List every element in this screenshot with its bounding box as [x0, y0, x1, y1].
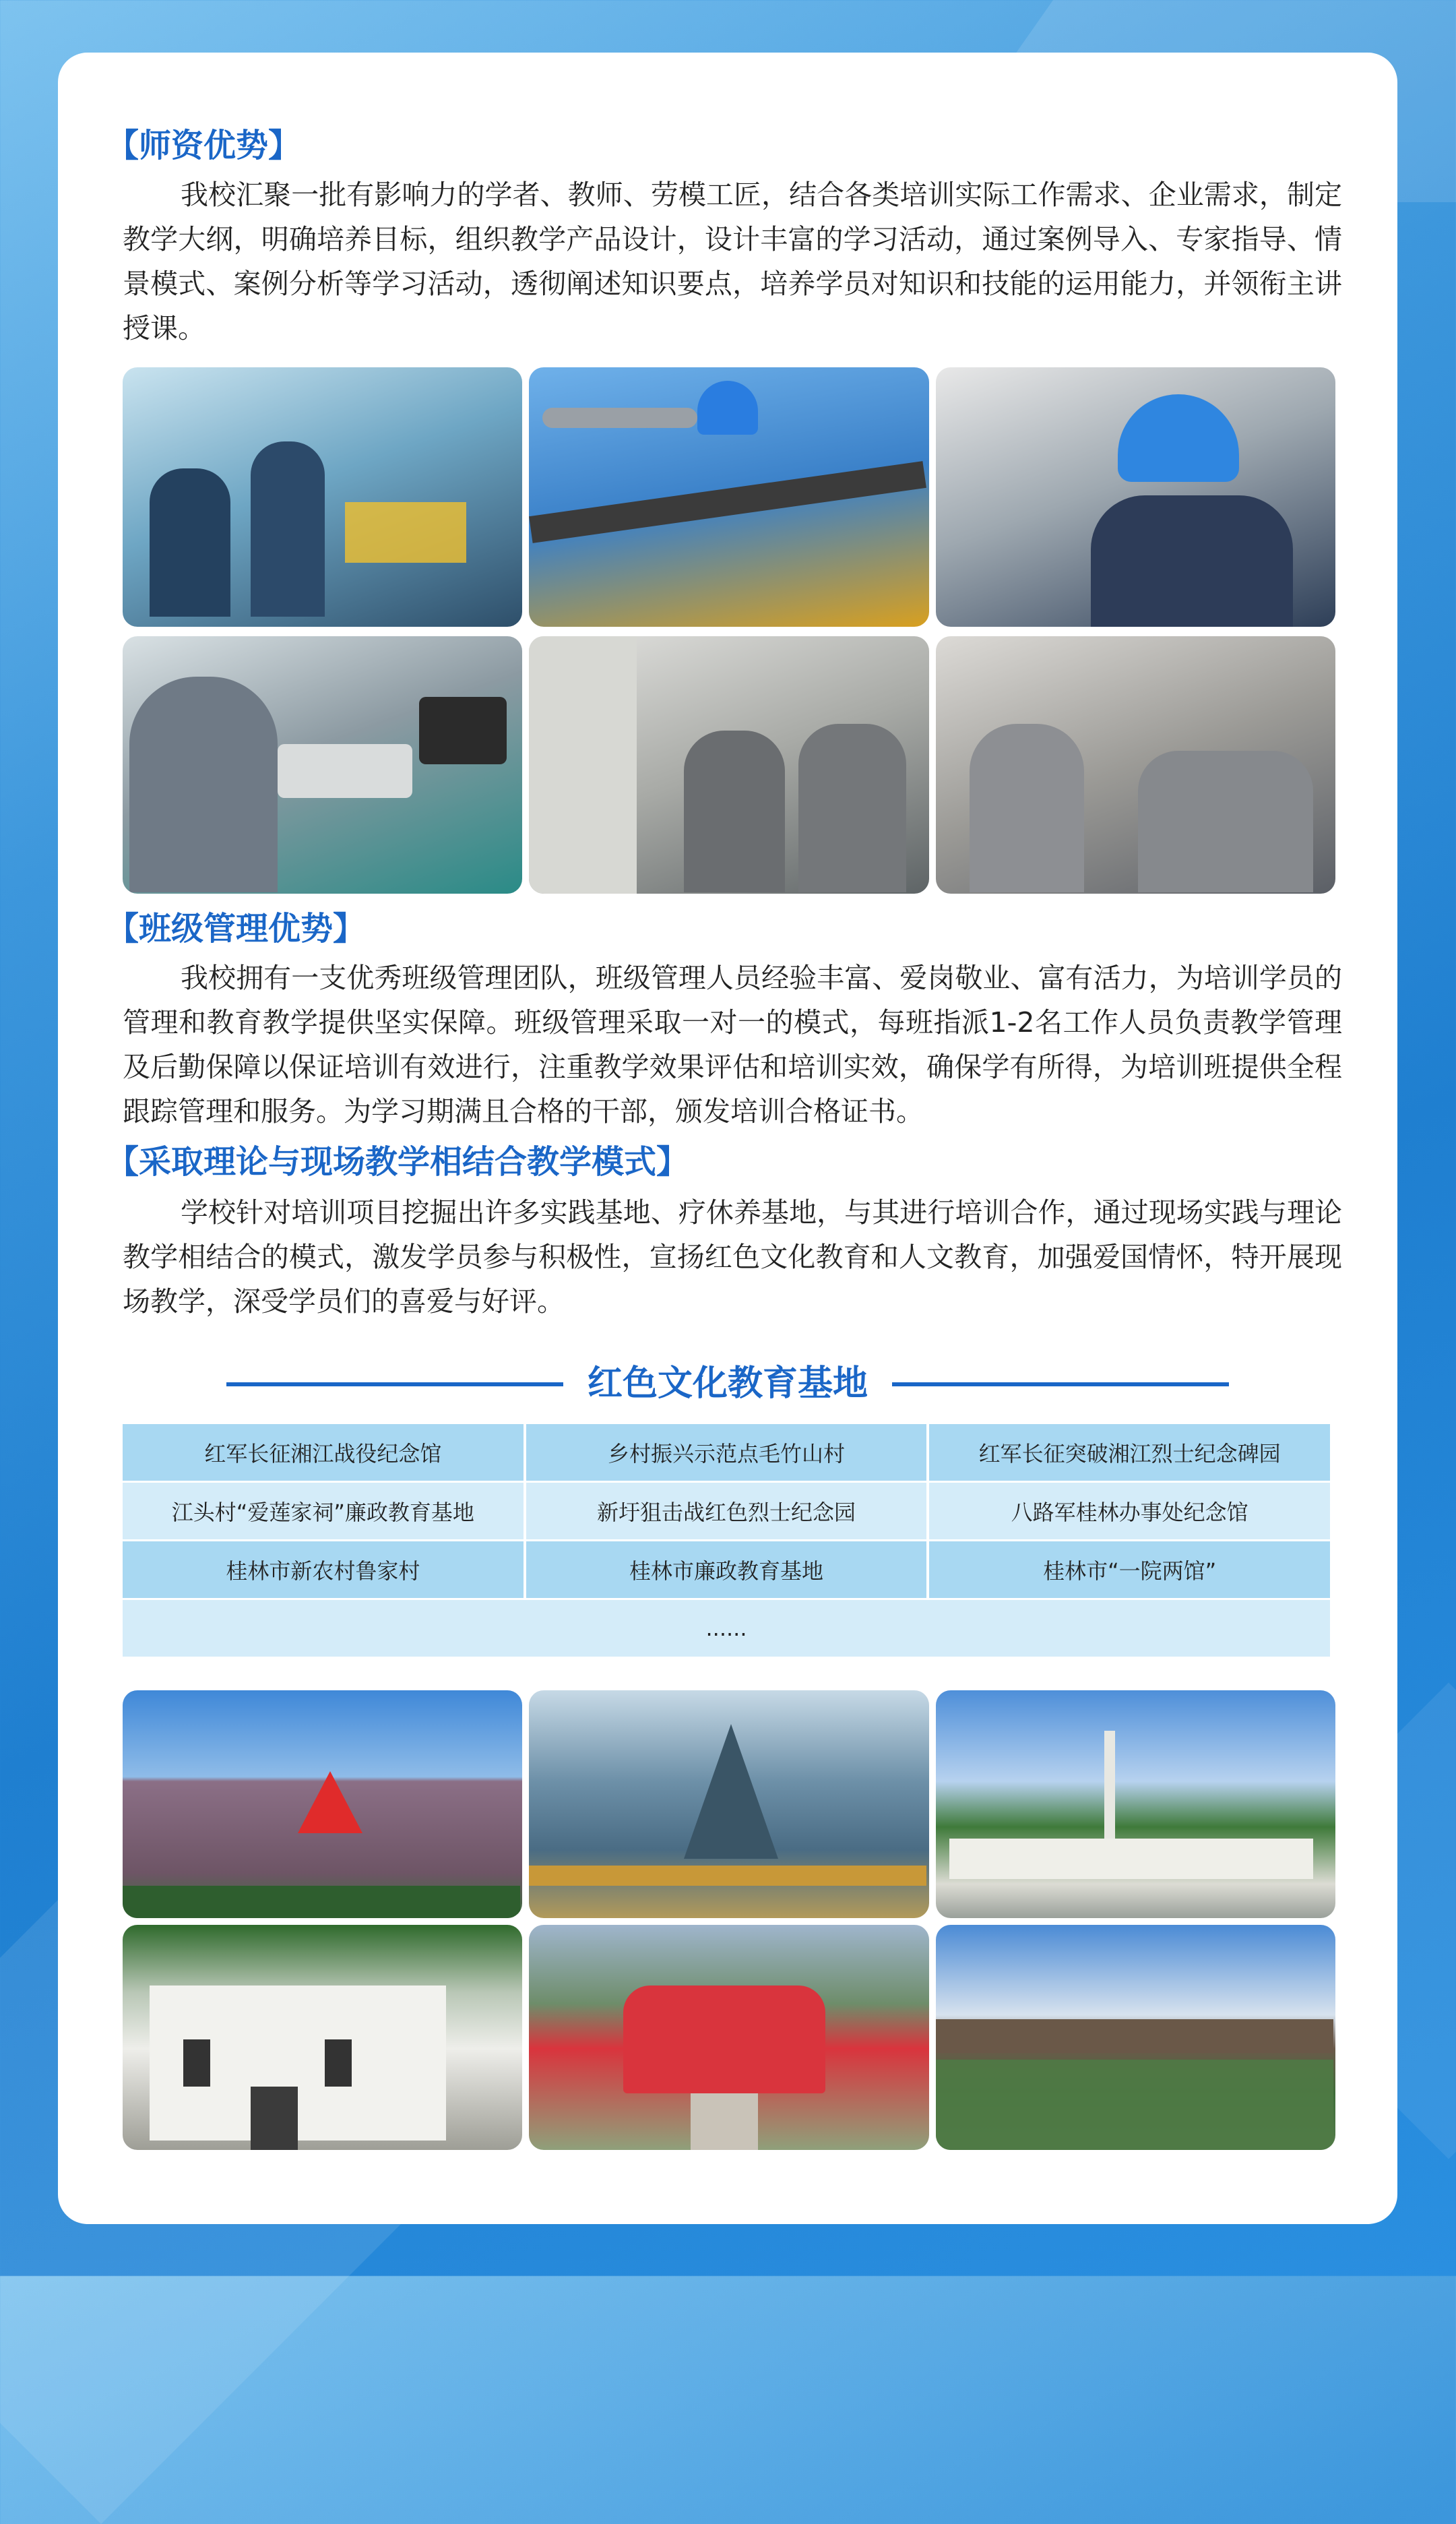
microscope-photo — [123, 636, 522, 894]
section-body-teacher: 我校汇聚一批有影响力的学者、教师、劳模工匠，结合各类培训实际工作需求、企业需求，制定教学大纲，明确培养目标，组织教学产品设计，设计丰富的学习活动，通过案例导入、专家指导、情景模式、案例分析等学习活动，透彻阐述知识要点，培养学员对知识和技能的运用能力，并领衔主讲授课。 — [123, 179, 1342, 344]
red-base-heading — [58, 1360, 1397, 1407]
red-base-title: 红色文化教育基地 — [587, 1363, 868, 1404]
section-title-class-management: 【班级管理优势】 — [106, 910, 366, 948]
workshop-photo — [936, 636, 1335, 894]
table-cell: 江头村“爱莲家祠”廉政教育基地 — [123, 1483, 524, 1539]
red-museum-photo — [529, 1925, 928, 2150]
red-base-photo-grid — [123, 1690, 1335, 2150]
lineman-photo — [529, 367, 928, 627]
ancestral-hall-photo — [123, 1925, 522, 2150]
table-row — [123, 1600, 1330, 1657]
monument-park-photo — [936, 1690, 1335, 1918]
training-room-photo — [123, 367, 522, 627]
section-title-teaching-mode: 【采取理论与现场教学相结合教学模式】 — [106, 1143, 689, 1181]
engineer-photo — [936, 367, 1335, 627]
table-cell: 桂林市新农村鲁家村 — [123, 1541, 524, 1598]
red-base-table — [120, 1422, 1333, 1659]
table-cell: 八路军桂林办事处纪念馆 — [929, 1483, 1330, 1539]
village-aerial-photo — [529, 1690, 928, 1918]
table-cell: 桂林市廉政教育基地 — [526, 1541, 927, 1598]
factory-photo — [529, 636, 928, 894]
table-ellipsis: ...... — [123, 1600, 1330, 1657]
content-card — [58, 53, 1397, 2224]
table-cell: 乡村振兴示范点毛竹山村 — [526, 1424, 927, 1481]
section-title-teacher: 【师资优势】 — [106, 127, 301, 164]
teacher-photo-grid — [123, 367, 1335, 894]
table-cell: 新圩狙击战红色烈士纪念园 — [526, 1483, 927, 1539]
old-village-photo — [936, 1925, 1335, 2150]
heading-divider-right — [892, 1382, 1229, 1386]
section-body-class-management: 我校拥有一支优秀班级管理团队，班级管理人员经验丰富、爱岗敬业、富有活力，为培训学员的管理和教育教学提供坚实保障。班级管理采取一对一的模式，每班指派1-2名工作人员负责教学管理及后勤保障以保证培训有效进行，注重教学效果评估和培训实效，确保学有所得，为培训班提供全程跟踪管理和服务。为学习期满且合格的干部，颁发培训合格证书。 — [123, 962, 1342, 1128]
table-cell: 红军长征湘江战役纪念馆 — [123, 1424, 524, 1481]
table-row — [123, 1424, 1330, 1481]
memorial-hall-photo — [123, 1690, 522, 1918]
section-body-teaching-mode: 学校针对培训项目挖掘出许多实践基地、疗休养基地，与其进行培训合作，通过现场实践与理论教学相结合的模式，激发学员参与积极性，宣扬红色文化教育和人文教育，加强爱国情怀，特开展现场教学，深受学员们的喜爱与好评。 — [123, 1196, 1342, 1318]
table-cell: 桂林市“一院两馆” — [929, 1541, 1330, 1598]
table-cell: 红军长征突破湘江烈士纪念碑园 — [929, 1424, 1330, 1481]
table-row — [123, 1541, 1330, 1598]
table-row — [123, 1483, 1330, 1539]
